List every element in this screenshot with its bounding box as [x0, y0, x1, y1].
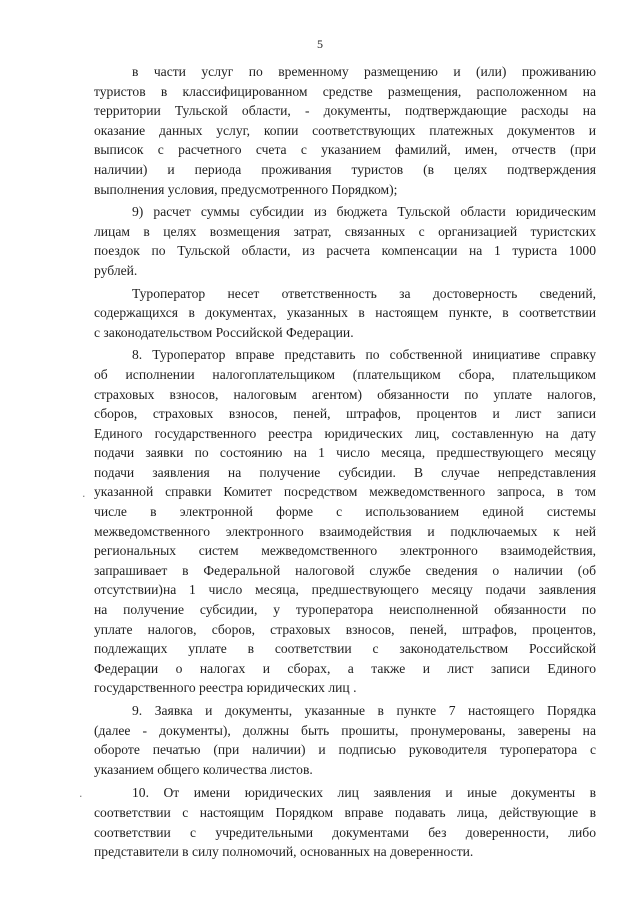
text-line: подачи заявления на получение субсидии. В случае непредставления [94, 464, 596, 480]
text-line: Федерации о налогах и сборах, а также и лист записи Единого [94, 660, 596, 676]
text-line: 9. Заявка и документы, указанные в пункте 7 настоящего Порядка [132, 703, 596, 718]
text-line: представители в силу полномочий, основанных на доверенности. [94, 844, 474, 860]
text-line: подлежащих уплате в соответствии с законодательством Российской [94, 641, 596, 657]
text-line: лицам в целях возмещения затрат, связанных с организацией туристских [94, 223, 596, 239]
text-line: содержащихся в документах, указанных в настоящем пункте, в соответствии [94, 305, 596, 321]
text-line: запрашивает в Федеральной налоговой службе сведения о наличии (об [94, 562, 596, 578]
paragraph-accommodation-documents [94, 62, 596, 199]
text-line: указанием общего количества листов. [94, 761, 313, 777]
paragraph-tour-operator-responsibility [94, 284, 596, 343]
paragraph-item-9-subsidy-calculation [94, 202, 596, 280]
text-line: оказание данных услуг, копии соответствующих платежных документов и [94, 122, 596, 138]
text-line: наличии) и периода проживания туристов (в целях подтверждения [94, 161, 596, 177]
text-line: (далее - документы), должны быть прошиты, пронумерованы, заверены на [94, 722, 596, 738]
text-line: страховых взносов, налоговым агентом) обязанности по уплате налогов, [94, 386, 596, 402]
document-body [94, 62, 596, 866]
text-line: соответствии с учредительными документами без доверенности, либо [94, 824, 596, 840]
text-line: обороте печатью (при наличии) и подписью руководителя туроператора с [94, 742, 596, 758]
text-line: выписок с расчетного счета с указанием фамилий, имен, отчеств (при [94, 142, 596, 158]
text-line: Единого государственного реестра юридических лиц, составленную на дату [94, 425, 596, 441]
text-line: 8. Туроператор вправе представить по собственной инициативе справку [132, 347, 596, 363]
text-line: рублей. [94, 262, 138, 278]
text-line: с законодательством Российской Федерации. [94, 324, 354, 340]
text-line: на получение субсидии, у туроператора неисполненной обязанности по [94, 602, 596, 618]
text-line: об исполнении налогоплательщиком (плательщиком сбора, плательщиком [94, 366, 596, 382]
text-line: указанной справки Комитет посредством межведомственного запроса, в том [94, 484, 596, 500]
text-line: туристов в классифицированном средстве размещения, расположенном на [94, 83, 596, 99]
page-number: 5 [317, 37, 323, 51]
text-line: соответствии с настоящим Порядком вправе подавать лица, действующие в [94, 804, 596, 820]
text-line: региональных систем межведомственного электронного взаимодействия, [94, 543, 596, 559]
text-line: уплате налогов, сборов, страховых взносов, пеней, штрафов, процентов, [94, 621, 596, 637]
text-line: межведомственного электронного взаимодействия и подключаемых к ней [94, 523, 596, 539]
text-line: отсутствии)на 1 число месяца, предшествующего месяцу подачи заявления [94, 582, 596, 598]
text-line: в части услуг по временному размещению и (или) проживанию [132, 64, 596, 79]
text-line: территории Тульской области, - документы, подтверждающие расходы на [94, 103, 596, 119]
paragraph-section-8-tax-certificate [94, 345, 596, 698]
text-line: числе в электронной форме с использованием единой системы [94, 504, 596, 520]
text-line: 9) расчет суммы субсидии из бюджета Тульской области юридическим [132, 204, 596, 220]
text-line: 10. От имени юридических лиц заявления и иные документы в [132, 785, 596, 801]
text-line: сборов, страховых взносов, пеней, штрафов, процентов и лист записи [94, 406, 596, 422]
text-line: выполнения условия, предусмотренного Порядком); [94, 181, 398, 197]
scan-mark: · [82, 490, 86, 503]
text-line: Туроператор несет ответственность за достоверность сведений, [132, 285, 596, 301]
paragraph-section-9-binding-documents [94, 701, 596, 779]
text-line: подачи заявки по состоянию на 1 число месяца, предшествующего месяцу [94, 445, 596, 461]
paragraph-section-10-authorized-persons [94, 783, 596, 861]
scan-mark: · [79, 790, 83, 803]
text-line: государственного реестра юридических лиц . [94, 680, 357, 696]
text-line: поездок по Тульской области, из расчета компенсации на 1 туриста 1000 [94, 243, 596, 259]
